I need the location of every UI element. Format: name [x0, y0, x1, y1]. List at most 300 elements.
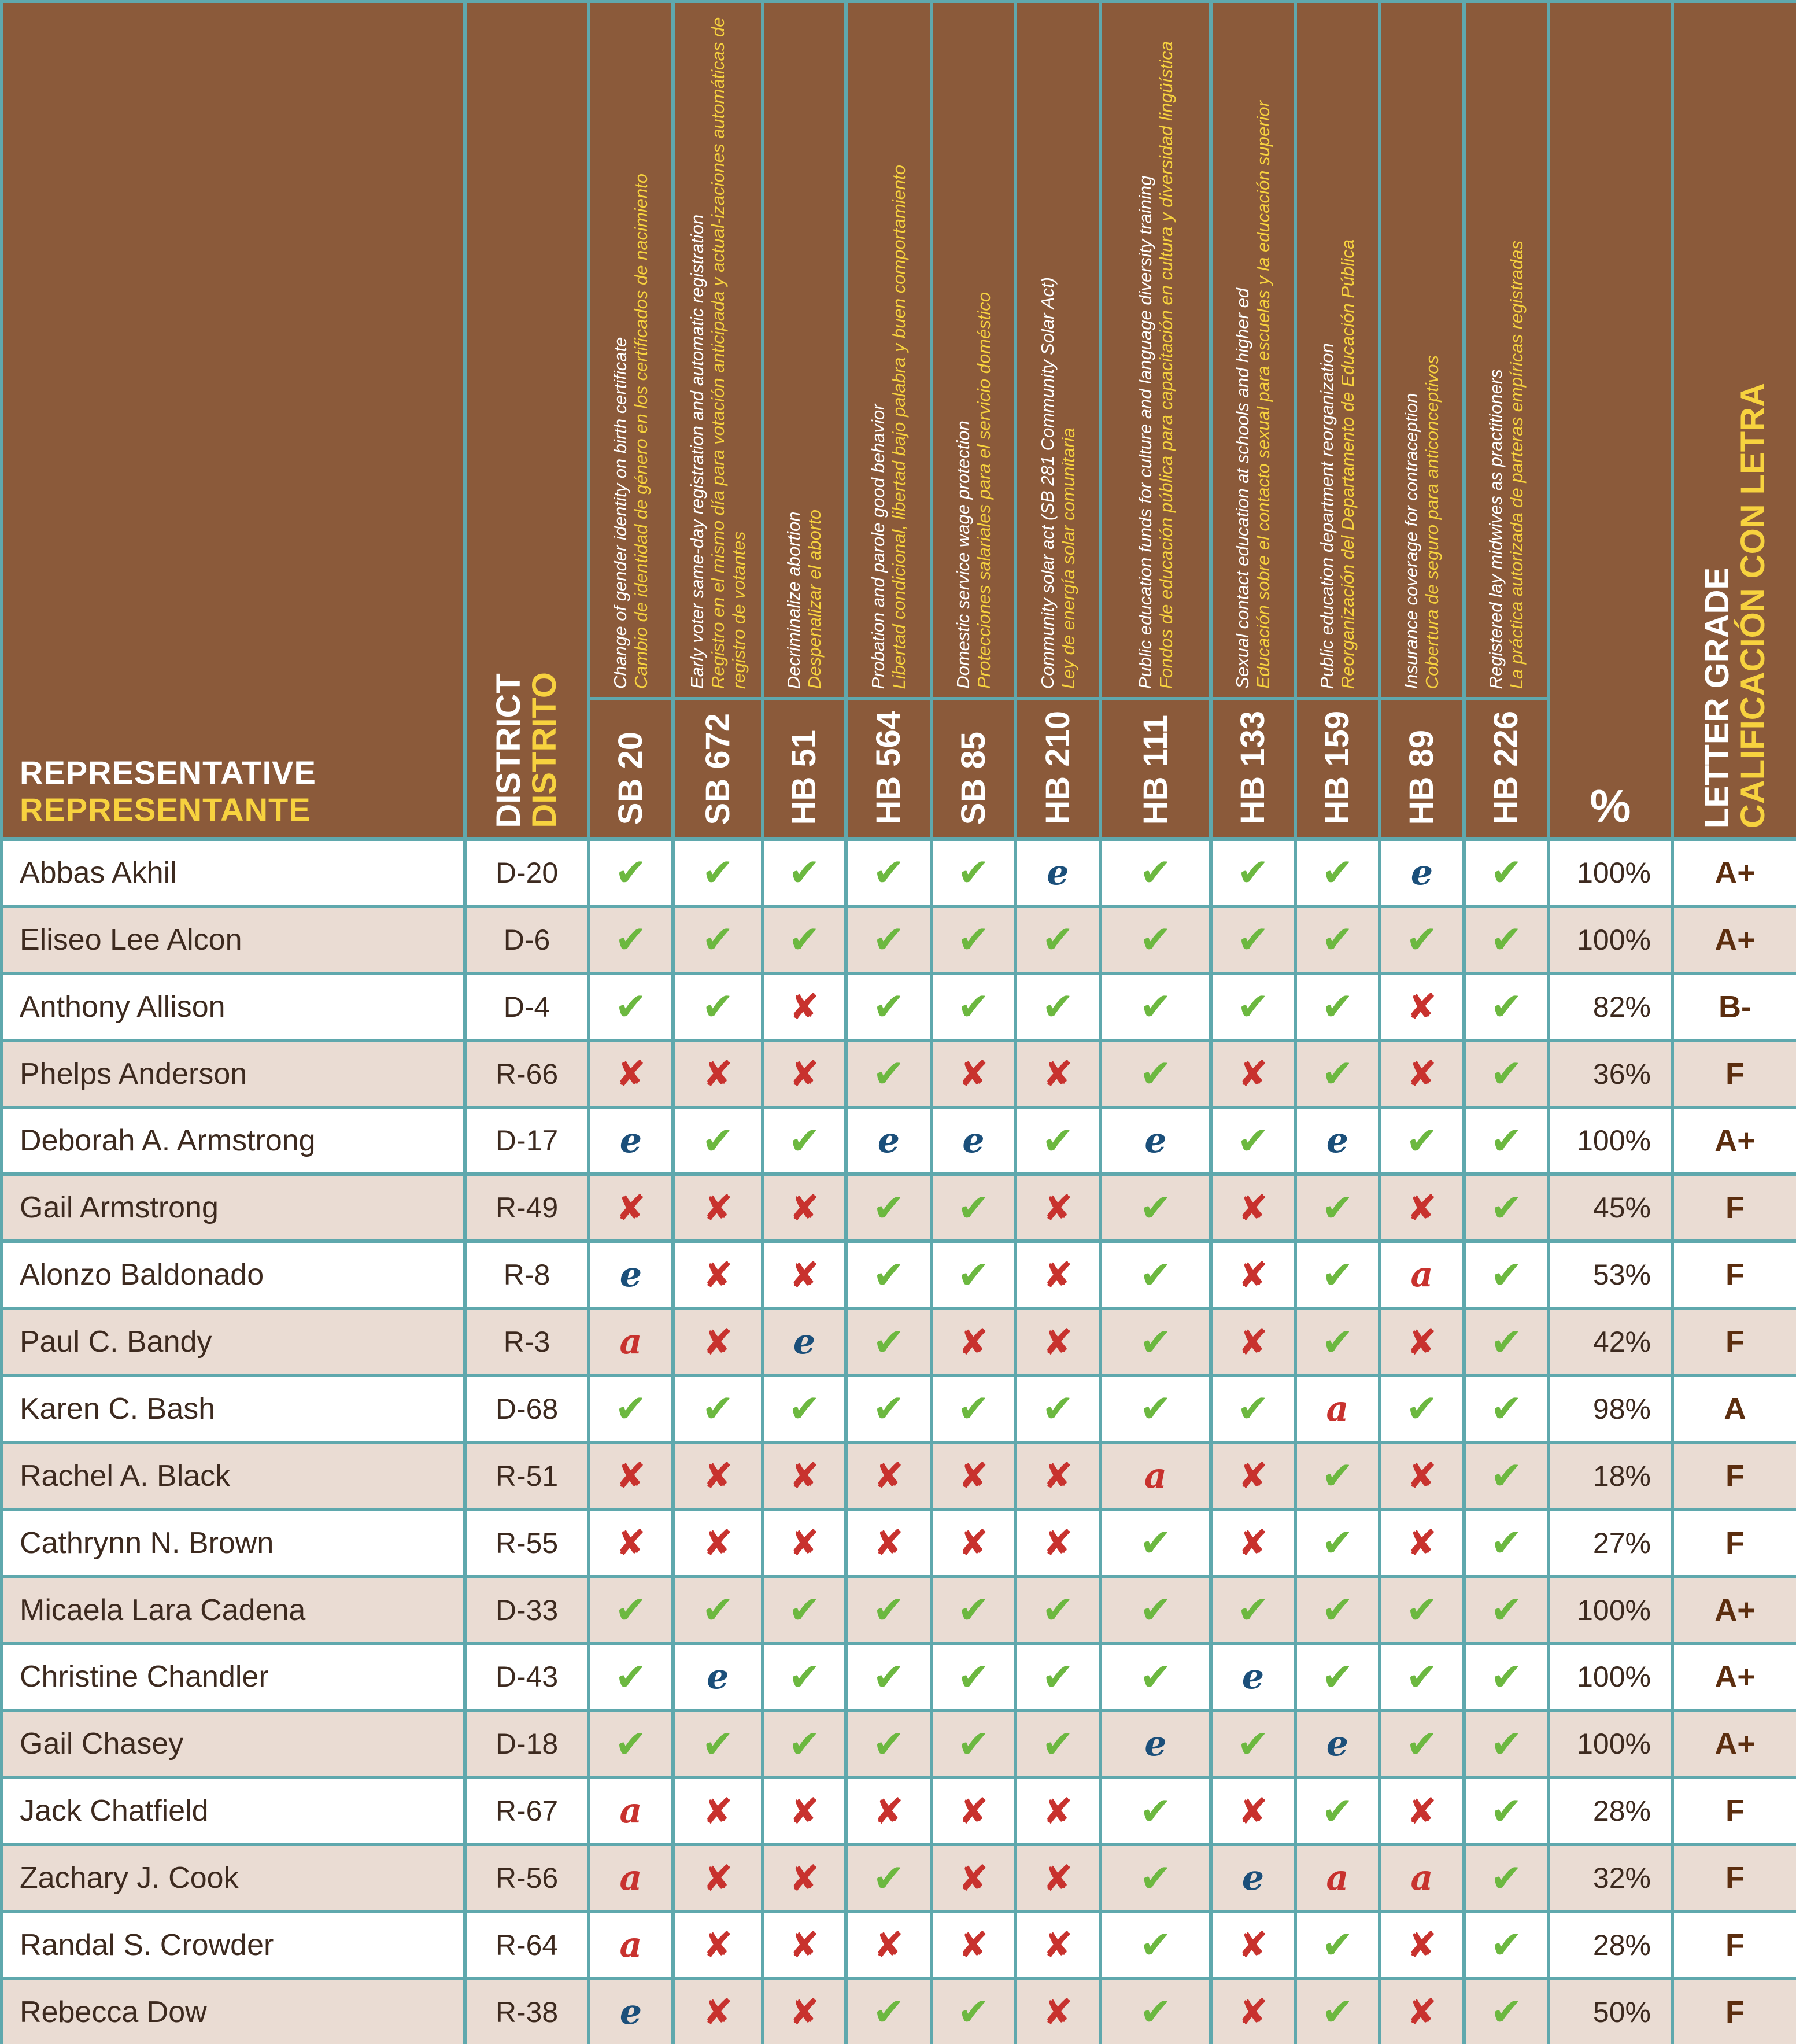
check-icon: ✔ [957, 1387, 990, 1430]
check-icon: ✔ [1490, 1253, 1522, 1296]
district-cell: R-38 [467, 1980, 587, 2044]
vote-cell [764, 1779, 844, 1843]
representative-header-en: REPRESENTATIVE [20, 754, 316, 791]
bill-code-header [848, 700, 930, 837]
vote-cell [848, 1645, 930, 1709]
bill-description-es: Reorganización del Departamento de Educación Pública [1337, 239, 1358, 689]
cross-icon: ✘ [874, 1456, 904, 1497]
vote-cell [1297, 1109, 1378, 1173]
check-icon: ✔ [1041, 1387, 1074, 1430]
cross-icon: ✘ [616, 1523, 646, 1564]
vote-cell [1297, 1779, 1378, 1843]
vote-cell [675, 975, 761, 1039]
vote-cell [675, 1243, 761, 1307]
check-icon: ✔ [1490, 1521, 1522, 1565]
district-cell: D-33 [467, 1578, 587, 1642]
check-icon: ✔ [873, 1253, 905, 1296]
check-icon: ✔ [1041, 985, 1074, 1028]
check-icon: ✔ [1490, 1320, 1522, 1363]
vote-cell [764, 1444, 844, 1508]
vote-cell [933, 975, 1014, 1039]
excused-mark: e [793, 1322, 816, 1363]
vote-cell [1381, 1310, 1462, 1374]
vote-cell [1381, 1846, 1462, 1910]
bill-description-en: Community solar act (SB 281 Community Solar Act) [1037, 276, 1058, 689]
vote-cell [764, 1511, 844, 1575]
check-icon: ✔ [1237, 851, 1269, 894]
representative-name: Alonzo Baldonado [3, 1243, 463, 1307]
vote-cell [590, 1645, 671, 1709]
vote-cell [675, 1779, 761, 1843]
percent-header [1550, 3, 1671, 837]
check-icon: ✔ [1139, 1923, 1172, 1966]
vote-cell [1102, 1243, 1209, 1307]
check-icon: ✔ [1041, 918, 1074, 961]
vote-cell [1017, 1645, 1099, 1709]
check-icon: ✔ [615, 1655, 647, 1698]
check-icon: ✔ [1041, 1588, 1074, 1632]
vote-cell [933, 1578, 1014, 1642]
cross-icon: ✘ [1407, 1188, 1437, 1228]
vote-cell [1102, 1846, 1209, 1910]
representative-name: Abbas Akhil [3, 841, 463, 905]
check-icon: ✔ [701, 1722, 734, 1765]
check-icon: ✔ [1321, 1186, 1354, 1229]
vote-cell [1017, 908, 1099, 972]
vote-cell [590, 1980, 671, 2044]
vote-cell [1297, 1444, 1378, 1508]
cross-icon: ✘ [1407, 1523, 1437, 1564]
vote-cell [764, 1377, 844, 1441]
vote-cell [1102, 1377, 1209, 1441]
check-icon: ✔ [873, 985, 905, 1028]
vote-cell [933, 1310, 1014, 1374]
vote-cell [848, 975, 930, 1039]
bill-description-es: Cobertura de seguro para anticonceptivos [1422, 355, 1442, 689]
vote-cell [590, 1176, 671, 1239]
cross-icon: ✘ [958, 1456, 989, 1497]
vote-cell [1017, 1444, 1099, 1508]
excused-mark: e [877, 1120, 900, 1161]
district-cell: D-6 [467, 908, 587, 972]
percent-cell: 53% [1550, 1243, 1671, 1307]
cross-icon: ✘ [1238, 1255, 1268, 1296]
bill-description-es: Despenalizar el aborto [804, 509, 825, 689]
check-icon: ✔ [788, 1655, 821, 1698]
vote-cell [1466, 1310, 1547, 1374]
grade-cell: A [1674, 1377, 1796, 1441]
grade-cell: A+ [1674, 1578, 1796, 1642]
check-icon: ✔ [1139, 1655, 1172, 1698]
vote-cell [1017, 1511, 1099, 1575]
vote-cell [1213, 1310, 1294, 1374]
bill-description-en: Decriminalize abortion [784, 511, 804, 689]
vote-cell [590, 1243, 671, 1307]
grade-cell: A+ [1674, 1109, 1796, 1173]
check-icon: ✔ [1321, 1655, 1354, 1698]
bill-description-en: Public education funds for culture and language diversity training [1134, 175, 1155, 689]
bill-description-es: Registro en el mismo día para votación anticipada y actual-izaciones automáticas de registro de votantes [707, 17, 749, 689]
vote-cell [848, 1444, 930, 1508]
cross-icon: ✘ [1238, 1322, 1268, 1363]
vote-cell [848, 1846, 930, 1910]
district-cell: R-64 [467, 1913, 587, 1977]
vote-cell [1102, 841, 1209, 905]
grade-cell: F [1674, 1980, 1796, 2044]
representative-name: Karen C. Bash [3, 1377, 463, 1441]
bill-code: HB 564 [870, 711, 907, 825]
vote-cell [764, 1913, 844, 1977]
check-icon: ✔ [615, 1387, 647, 1430]
check-icon: ✔ [1321, 851, 1354, 894]
cross-icon: ✘ [1407, 987, 1437, 1028]
percent-header-symbol: % [1590, 780, 1631, 832]
check-icon: ✔ [1139, 985, 1172, 1028]
vote-cell [1017, 1377, 1099, 1441]
vote-cell [1102, 1109, 1209, 1173]
grade-cell: B- [1674, 975, 1796, 1039]
check-icon: ✔ [1406, 1588, 1438, 1632]
vote-cell [1017, 1176, 1099, 1239]
cross-icon: ✘ [789, 1188, 819, 1228]
cross-icon: ✘ [1043, 1523, 1073, 1564]
representative-name: Eliseo Lee Alcon [3, 908, 463, 972]
percent-cell: 100% [1550, 1109, 1671, 1173]
bill-code-header [1102, 700, 1209, 837]
representative-name: Christine Chandler [3, 1645, 463, 1709]
check-icon: ✔ [1321, 1454, 1354, 1497]
bill-description-en: Sexual contact education at schools and higher ed [1232, 288, 1252, 689]
excused-mark: e [619, 1991, 642, 2032]
check-icon: ✔ [1490, 1923, 1522, 1966]
bill-code-header [1381, 700, 1462, 837]
check-icon: ✔ [1321, 1320, 1354, 1363]
vote-cell [1297, 1243, 1378, 1307]
check-icon: ✔ [1406, 1722, 1438, 1765]
cross-icon: ✘ [789, 1791, 819, 1832]
representative-name: Zachary J. Cook [3, 1846, 463, 1910]
check-icon: ✔ [1237, 985, 1269, 1028]
vote-cell [1017, 1578, 1099, 1642]
district-header [467, 3, 587, 837]
cross-icon: ✘ [1043, 1456, 1073, 1497]
representative-header [3, 3, 463, 837]
vote-cell [1102, 1511, 1209, 1575]
percent-cell: 98% [1550, 1377, 1671, 1441]
vote-cell [1381, 1444, 1462, 1508]
vote-cell [933, 1511, 1014, 1575]
check-icon: ✔ [1321, 1588, 1354, 1632]
bill-description-header [590, 3, 671, 697]
bill-code-header [1466, 700, 1547, 837]
vote-cell [933, 1377, 1014, 1441]
bill-description-en: Domestic service wage protection [952, 420, 973, 689]
vote-cell [1297, 1377, 1378, 1441]
representative-name: Rachel A. Black [3, 1444, 463, 1508]
vote-cell [1381, 1980, 1462, 2044]
check-icon: ✔ [1490, 1722, 1522, 1765]
vote-cell [590, 975, 671, 1039]
vote-cell [1466, 841, 1547, 905]
vote-cell [848, 1913, 930, 1977]
bill-description-es: Educación sobre el contacto sexual para escuelas y la educación superior [1253, 101, 1273, 689]
check-icon: ✔ [1139, 1856, 1172, 1899]
cross-icon: ✘ [874, 1791, 904, 1832]
check-icon: ✔ [701, 1588, 734, 1632]
vote-cell [933, 908, 1014, 972]
representative-name: Cathrynn N. Brown [3, 1511, 463, 1575]
percent-cell: 100% [1550, 1578, 1671, 1642]
vote-cell [1466, 908, 1547, 972]
absent-mark: a [1144, 1455, 1167, 1496]
vote-cell [590, 1377, 671, 1441]
bill-description-en: Insurance coverage for contraception [1401, 393, 1421, 689]
check-icon: ✔ [1321, 1990, 1354, 2034]
vote-cell [1017, 1310, 1099, 1374]
cross-icon: ✘ [958, 1054, 989, 1095]
representative-name: Randal S. Crowder [3, 1913, 463, 1977]
district-cell: D-18 [467, 1712, 587, 1776]
vote-cell [675, 1109, 761, 1173]
vote-cell [1381, 1109, 1462, 1173]
vote-cell [590, 1846, 671, 1910]
check-icon: ✔ [788, 918, 821, 961]
vote-cell [675, 1645, 761, 1709]
check-icon: ✔ [1490, 1186, 1522, 1229]
check-icon: ✔ [873, 851, 905, 894]
check-icon: ✔ [873, 1722, 905, 1765]
check-icon: ✔ [1490, 985, 1522, 1028]
district-cell: R-56 [467, 1846, 587, 1910]
district-cell: D-43 [467, 1645, 587, 1709]
check-icon: ✔ [1321, 1789, 1354, 1832]
check-icon: ✔ [1490, 1454, 1522, 1497]
representative-name: Deborah A. Armstrong [3, 1109, 463, 1173]
cross-icon: ✘ [789, 1054, 819, 1095]
cross-icon: ✘ [703, 1858, 733, 1899]
cross-icon: ✘ [1238, 1925, 1268, 1966]
vote-cell [675, 1578, 761, 1642]
vote-cell [1297, 908, 1378, 972]
vote-cell [590, 1779, 671, 1843]
check-icon: ✔ [873, 1387, 905, 1430]
vote-cell [1017, 1980, 1099, 2044]
cross-icon: ✘ [703, 1925, 733, 1966]
bill-description-header [1297, 3, 1378, 697]
check-icon: ✔ [1490, 1856, 1522, 1899]
check-icon: ✔ [1139, 1186, 1172, 1229]
excused-mark: e [619, 1120, 642, 1161]
vote-cell [764, 1578, 844, 1642]
vote-cell [1213, 908, 1294, 972]
check-icon: ✔ [701, 1119, 734, 1162]
vote-cell [675, 841, 761, 905]
grade-cell: F [1674, 1243, 1796, 1307]
check-icon: ✔ [1321, 1923, 1354, 1966]
vote-cell [675, 908, 761, 972]
vote-cell [1102, 1310, 1209, 1374]
check-icon: ✔ [615, 1722, 647, 1765]
vote-cell [590, 1511, 671, 1575]
vote-cell [933, 1444, 1014, 1508]
check-icon: ✔ [1406, 1655, 1438, 1698]
vote-cell [933, 841, 1014, 905]
vote-cell [1017, 841, 1099, 905]
district-cell: R-3 [467, 1310, 587, 1374]
vote-cell [1381, 1243, 1462, 1307]
check-icon: ✔ [701, 1387, 734, 1430]
cross-icon: ✘ [1407, 1456, 1437, 1497]
check-icon: ✔ [615, 1588, 647, 1632]
cross-icon: ✘ [789, 1456, 819, 1497]
check-icon: ✔ [1490, 1588, 1522, 1632]
vote-cell [1466, 1042, 1547, 1106]
cross-icon: ✘ [789, 1993, 819, 2033]
vote-cell [1297, 1176, 1378, 1239]
vote-cell [1297, 1846, 1378, 1910]
bill-code: SB 85 [954, 731, 992, 825]
bill-code: HB 89 [1403, 729, 1440, 825]
district-cell: R-8 [467, 1243, 587, 1307]
cross-icon: ✘ [1043, 1858, 1073, 1899]
bill-code: HB 159 [1318, 711, 1356, 825]
vote-cell [933, 1176, 1014, 1239]
bill-description-es: Ley de energía solar comunitaria [1058, 427, 1078, 689]
bill-description-header [1017, 3, 1099, 697]
check-icon: ✔ [957, 1655, 990, 1698]
vote-cell [848, 1042, 930, 1106]
percent-cell: 27% [1550, 1511, 1671, 1575]
vote-cell [1297, 1980, 1378, 2044]
vote-cell [1017, 1042, 1099, 1106]
check-icon: ✔ [957, 1588, 990, 1632]
check-icon: ✔ [957, 1186, 990, 1229]
absent-mark: a [619, 1322, 642, 1363]
grade-header-es: CALIFICACIÓN CON LETRA [1734, 382, 1772, 828]
check-icon: ✔ [1139, 1320, 1172, 1363]
bill-description-en: Registered lay midwives as practitioners [1485, 368, 1506, 689]
vote-cell [1017, 1846, 1099, 1910]
vote-cell [933, 1042, 1014, 1106]
check-icon: ✔ [1490, 1052, 1522, 1095]
grade-cell: A+ [1674, 841, 1796, 905]
vote-cell [1466, 975, 1547, 1039]
vote-cell [590, 1913, 671, 1977]
vote-cell [1466, 1846, 1547, 1910]
vote-cell [590, 1109, 671, 1173]
cross-icon: ✘ [789, 1925, 819, 1966]
vote-cell [1017, 1243, 1099, 1307]
bill-description-en: Early voter same-day registration and automatic registration [686, 214, 707, 689]
representative-name: Gail Chasey [3, 1712, 463, 1776]
vote-cell [1102, 1779, 1209, 1843]
check-icon: ✔ [1490, 1387, 1522, 1430]
cross-icon: ✘ [789, 1858, 819, 1899]
cross-icon: ✘ [958, 1925, 989, 1966]
vote-cell [848, 1712, 930, 1776]
vote-cell [1017, 1779, 1099, 1843]
excused-mark: e [1326, 1120, 1349, 1161]
bill-code: SB 672 [699, 713, 737, 825]
grade-cell: A+ [1674, 1645, 1796, 1709]
vote-cell [933, 1913, 1014, 1977]
bill-code-header [1213, 700, 1294, 837]
check-icon: ✔ [1139, 918, 1172, 961]
check-icon: ✔ [1041, 1119, 1074, 1162]
check-icon: ✔ [1237, 1722, 1269, 1765]
vote-cell [764, 1176, 844, 1239]
check-icon: ✔ [957, 918, 990, 961]
vote-cell [1213, 1042, 1294, 1106]
cross-icon: ✘ [958, 1858, 989, 1899]
bill-description-header [1466, 3, 1547, 697]
vote-cell [1213, 1444, 1294, 1508]
excused-mark: e [1410, 852, 1433, 893]
percent-cell: 28% [1550, 1913, 1671, 1977]
bill-code: HB 51 [785, 729, 823, 825]
vote-cell [1297, 1645, 1378, 1709]
vote-cell [1381, 1779, 1462, 1843]
vote-cell [590, 1310, 671, 1374]
vote-cell [1213, 1377, 1294, 1441]
cross-icon: ✘ [789, 1255, 819, 1296]
vote-cell [590, 908, 671, 972]
percent-cell: 18% [1550, 1444, 1671, 1508]
excused-mark: e [962, 1120, 985, 1161]
vote-cell [1381, 1578, 1462, 1642]
vote-cell [590, 1712, 671, 1776]
vote-cell [1213, 1243, 1294, 1307]
check-icon: ✔ [957, 985, 990, 1028]
bill-code: HB 111 [1136, 714, 1174, 825]
cross-icon: ✘ [1238, 1054, 1268, 1095]
vote-cell [764, 1846, 844, 1910]
vote-cell [1381, 1042, 1462, 1106]
bill-description-header [1102, 3, 1209, 697]
check-icon: ✔ [1237, 1119, 1269, 1162]
bill-code: HB 210 [1039, 711, 1077, 825]
vote-cell [1213, 841, 1294, 905]
check-icon: ✔ [1321, 985, 1354, 1028]
cross-icon: ✘ [1043, 1791, 1073, 1832]
vote-cell [848, 1980, 930, 2044]
district-cell: R-51 [467, 1444, 587, 1508]
bill-code-header [933, 700, 1014, 837]
grade-cell: A+ [1674, 908, 1796, 972]
check-icon: ✔ [873, 1052, 905, 1095]
vote-cell [1466, 1444, 1547, 1508]
cross-icon: ✘ [616, 1456, 646, 1497]
check-icon: ✔ [873, 1990, 905, 2034]
vote-cell [764, 1042, 844, 1106]
percent-cell: 100% [1550, 908, 1671, 972]
excused-mark: e [1241, 1656, 1265, 1698]
excused-mark: e [1241, 1858, 1265, 1899]
vote-cell [1466, 1243, 1547, 1307]
cross-icon: ✘ [616, 1054, 646, 1095]
check-icon: ✔ [1139, 1052, 1172, 1095]
bill-description-header [1381, 3, 1462, 697]
cross-icon: ✘ [703, 1523, 733, 1564]
district-cell: D-20 [467, 841, 587, 905]
vote-cell [1297, 1712, 1378, 1776]
check-icon: ✔ [701, 985, 734, 1028]
vote-cell [1466, 1779, 1547, 1843]
cross-icon: ✘ [1043, 1925, 1073, 1966]
cross-icon: ✘ [1043, 1188, 1073, 1228]
bill-code-header [764, 700, 844, 837]
check-icon: ✔ [1041, 1655, 1074, 1698]
